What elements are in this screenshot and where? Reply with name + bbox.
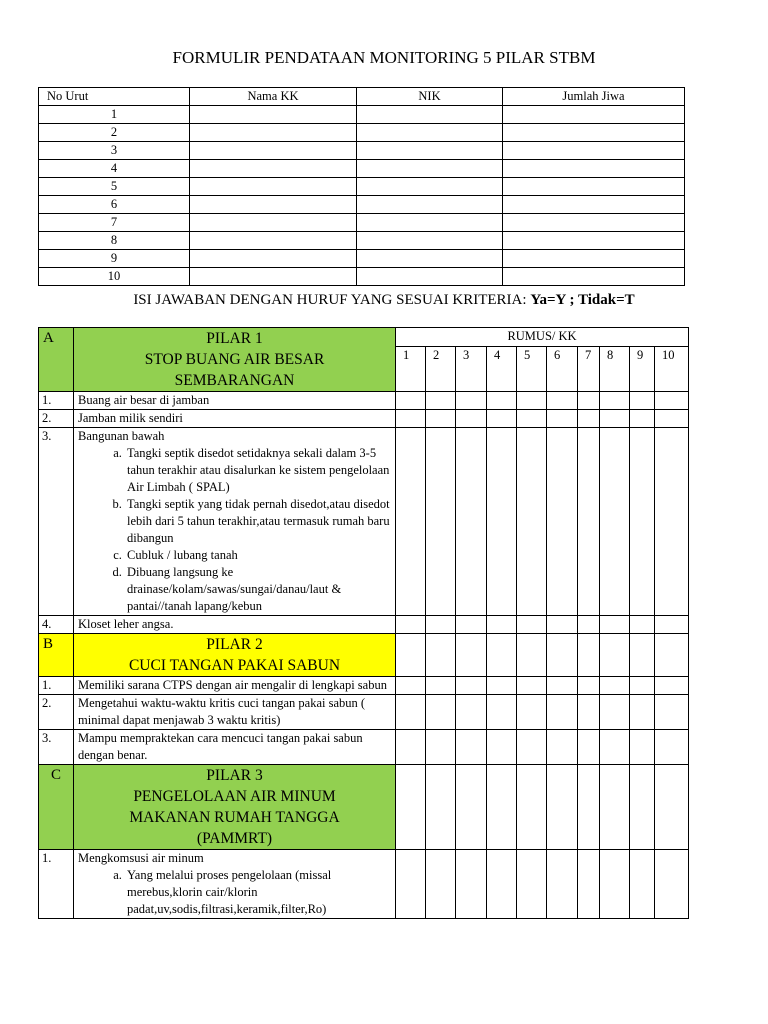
jumlah-jiwa-cell[interactable]: [503, 196, 685, 214]
answer-cell[interactable]: [396, 428, 426, 616]
answer-cell[interactable]: [396, 616, 426, 634]
answer-cell[interactable]: [517, 634, 547, 677]
sub-list: [78, 445, 391, 615]
pilar3-letter: C: [39, 765, 74, 850]
answer-cell[interactable]: [487, 695, 517, 730]
household-row: [39, 232, 685, 250]
kk-column-1: 1: [396, 347, 426, 392]
answer-cell[interactable]: [396, 392, 426, 410]
answer-cell[interactable]: [396, 695, 426, 730]
item-text: Buang air besar di jamban: [74, 392, 396, 410]
pilar3-item-1: [39, 850, 689, 919]
answer-cell[interactable]: [578, 428, 600, 616]
nik-cell[interactable]: [357, 142, 503, 160]
household-row: [39, 160, 685, 178]
item-number: 3.: [39, 428, 74, 616]
answer-cell[interactable]: [578, 410, 600, 428]
answer-cell[interactable]: [487, 392, 517, 410]
answer-cell[interactable]: [578, 730, 600, 765]
answer-cell[interactable]: [547, 616, 578, 634]
pilar-table: [38, 327, 689, 919]
nik-cell[interactable]: [357, 214, 503, 232]
nama-kk-cell[interactable]: [190, 232, 357, 250]
item-text: Mengkomsusi air minum a. Yang melalui proses pengelolaan (missal merebus,klorin cair/klorin padat,uv,sodis,filtrasi,keramik,filter,Ro): [74, 850, 396, 919]
jumlah-jiwa-cell[interactable]: [503, 268, 685, 286]
answer-cell[interactable]: [630, 392, 655, 410]
criteria-code: Ya=Y ; Tidak=T: [530, 292, 635, 308]
answer-cell[interactable]: [487, 428, 517, 616]
answer-cell[interactable]: [487, 616, 517, 634]
answer-cell[interactable]: [630, 695, 655, 730]
answer-cell[interactable]: [655, 428, 689, 616]
rumus-kk-header: RUMUS/ KK: [396, 328, 689, 347]
answer-cell[interactable]: [600, 410, 630, 428]
answer-cell[interactable]: [600, 765, 630, 850]
answer-cell[interactable]: [600, 695, 630, 730]
answer-cell[interactable]: [655, 410, 689, 428]
answer-cell[interactable]: [547, 850, 578, 919]
kk-column-4: 4: [487, 347, 517, 392]
answer-cell[interactable]: [655, 677, 689, 695]
row-number: 10: [39, 268, 190, 286]
pilar3-header-row: [39, 765, 689, 850]
nik-cell[interactable]: [357, 106, 503, 124]
criteria-instruction: [0, 292, 768, 309]
answer-cell[interactable]: [456, 428, 487, 616]
answer-cell[interactable]: [426, 850, 456, 919]
answer-cell[interactable]: [487, 677, 517, 695]
header-jumlah-jiwa: Jumlah Jiwa: [503, 88, 685, 106]
item-number: 3.: [39, 730, 74, 765]
nama-kk-cell[interactable]: [190, 268, 357, 286]
sub-item-c: c. Cubluk / lubang tanah: [125, 547, 391, 564]
household-row: [39, 106, 685, 124]
household-row: [39, 214, 685, 232]
item-text: Kloset leher angsa.: [74, 616, 396, 634]
pilar1-item-3: [39, 428, 689, 616]
row-number: 1: [39, 106, 190, 124]
kk-column-5: 5: [517, 347, 547, 392]
answer-cell[interactable]: [456, 695, 487, 730]
answer-cell[interactable]: [655, 616, 689, 634]
answer-cell[interactable]: [517, 730, 547, 765]
kk-column-7: 7: [578, 347, 600, 392]
nama-kk-cell[interactable]: [190, 214, 357, 232]
answer-cell[interactable]: [600, 677, 630, 695]
header-nik: NIK: [357, 88, 503, 106]
answer-cell[interactable]: [655, 730, 689, 765]
pilar1-item-2: [39, 410, 689, 428]
answer-cell[interactable]: [426, 428, 456, 616]
answer-cell[interactable]: [456, 850, 487, 919]
jumlah-jiwa-cell[interactable]: [503, 232, 685, 250]
answer-cell[interactable]: [630, 677, 655, 695]
answer-cell[interactable]: [547, 765, 578, 850]
pilar2-item-3: [39, 730, 689, 765]
answer-cell[interactable]: [578, 765, 600, 850]
answer-cell[interactable]: [630, 410, 655, 428]
answer-cell[interactable]: [547, 392, 578, 410]
sub-item-a: a. Tangki septik disedot setidaknya sekali dalam 3-5 tahun terakhir atau disalurkan ke sistem pengelolaan Air Limbah ( SPAL): [125, 445, 391, 496]
header-no-urut: No Urut: [39, 88, 190, 106]
household-row: [39, 268, 685, 286]
jumlah-jiwa-cell[interactable]: [503, 214, 685, 232]
nama-kk-cell[interactable]: [190, 106, 357, 124]
answer-cell[interactable]: [655, 850, 689, 919]
sub-list: [78, 867, 391, 918]
nama-kk-cell[interactable]: [190, 250, 357, 268]
household-header-row: [39, 88, 685, 106]
answer-cell[interactable]: [517, 410, 547, 428]
item-text: Memiliki sarana CTPS dengan air mengalir di lengkapi sabun: [74, 677, 396, 695]
answer-cell[interactable]: [547, 410, 578, 428]
jumlah-jiwa-cell[interactable]: [503, 124, 685, 142]
item-number: 2.: [39, 695, 74, 730]
answer-cell[interactable]: [600, 428, 630, 616]
kk-column-8: 8: [600, 347, 630, 392]
jumlah-jiwa-cell[interactable]: [503, 160, 685, 178]
answer-cell[interactable]: [426, 695, 456, 730]
row-number: 4: [39, 160, 190, 178]
household-row: [39, 178, 685, 196]
answer-cell[interactable]: [517, 616, 547, 634]
nik-cell[interactable]: [357, 268, 503, 286]
form-title: FORMULIR PENDATAAN MONITORING 5 PILAR STBM: [172, 48, 596, 67]
jumlah-jiwa-cell[interactable]: [503, 142, 685, 160]
row-number: 9: [39, 250, 190, 268]
answer-cell[interactable]: [517, 765, 547, 850]
answer-cell[interactable]: [456, 634, 487, 677]
answer-cell[interactable]: [630, 730, 655, 765]
item-number: 1.: [39, 392, 74, 410]
answer-cell[interactable]: [630, 428, 655, 616]
answer-cell[interactable]: [655, 695, 689, 730]
nama-kk-cell[interactable]: [190, 124, 357, 142]
sub-item-b: b. Tangki septik yang tidak pernah disedot,atau disedot lebih dari 5 tahun terakhir,atau termasuk rumah baru dibangun: [125, 496, 391, 547]
answer-cell[interactable]: [600, 730, 630, 765]
pilar1-letter: A: [39, 328, 74, 392]
answer-cell[interactable]: [487, 634, 517, 677]
kk-column-6: 6: [547, 347, 578, 392]
pilar2-item-2: [39, 695, 689, 730]
item-text: Bangunan bawah a. Tangki septik disedot setidaknya sekali dalam 3-5 tahun terakhir atau disalurkan ke sistem pengelolaan Air Limbah ( SPAL) b. Tangki septik yang tidak pernah disedot,atau disedot lebih dari 5 tahun terakhir,atau termasuk rumah baru dibangun c. Cubluk / lubang tanah d. Dibuang langsung ke drainase/kolam/sawas/sungai/danau/laut & pantai//tanah lapang/kebun: [74, 428, 396, 616]
household-row: [39, 142, 685, 160]
answer-cell[interactable]: [547, 634, 578, 677]
answer-cell[interactable]: [517, 695, 547, 730]
answer-cell[interactable]: [456, 765, 487, 850]
pilar1-item-1: [39, 392, 689, 410]
answer-cell[interactable]: [396, 850, 426, 919]
answer-cell[interactable]: [487, 765, 517, 850]
answer-cell[interactable]: [600, 616, 630, 634]
answer-cell[interactable]: [547, 730, 578, 765]
answer-cell[interactable]: [578, 634, 600, 677]
row-number: 6: [39, 196, 190, 214]
answer-cell[interactable]: [578, 850, 600, 919]
answer-cell[interactable]: [487, 730, 517, 765]
row-number: 3: [39, 142, 190, 160]
pilar1-item-4: [39, 616, 689, 634]
row-number: 5: [39, 178, 190, 196]
jumlah-jiwa-cell[interactable]: [503, 106, 685, 124]
answer-cell[interactable]: [547, 428, 578, 616]
kk-column-9: 9: [630, 347, 655, 392]
answer-cell[interactable]: [630, 850, 655, 919]
nama-kk-cell[interactable]: [190, 178, 357, 196]
answer-cell[interactable]: [456, 410, 487, 428]
answer-cell[interactable]: [630, 616, 655, 634]
answer-cell[interactable]: [426, 765, 456, 850]
kk-column-2: 2: [426, 347, 456, 392]
answer-cell[interactable]: [578, 392, 600, 410]
item-number: 4.: [39, 616, 74, 634]
answer-cell[interactable]: [396, 410, 426, 428]
answer-cell[interactable]: [547, 677, 578, 695]
answer-cell[interactable]: [578, 677, 600, 695]
item-text: Jamban milik sendiri: [74, 410, 396, 428]
item-number: 1.: [39, 850, 74, 919]
nik-cell[interactable]: [357, 178, 503, 196]
item-number: 2.: [39, 410, 74, 428]
answer-cell[interactable]: [655, 392, 689, 410]
household-row: [39, 250, 685, 268]
nik-cell[interactable]: [357, 196, 503, 214]
answer-cell[interactable]: [630, 634, 655, 677]
answer-cell[interactable]: [456, 616, 487, 634]
kk-column-10: 10: [655, 347, 689, 392]
answer-cell[interactable]: [456, 392, 487, 410]
answer-cell[interactable]: [456, 730, 487, 765]
answer-cell[interactable]: [655, 765, 689, 850]
nama-kk-cell[interactable]: [190, 160, 357, 178]
pilar2-letter: B: [39, 634, 74, 677]
answer-cell[interactable]: [630, 765, 655, 850]
nama-kk-cell[interactable]: [190, 196, 357, 214]
household-row: [39, 124, 685, 142]
sub-item-d: d. Dibuang langsung ke drainase/kolam/sawas/sungai/danau/laut & pantai//tanah lapang/kebun: [125, 564, 391, 615]
item-text: Mengetahui waktu-waktu kritis cuci tangan pakai sabun ( minimal dapat menjawab 3 waktu kritis): [74, 695, 396, 730]
jumlah-jiwa-cell[interactable]: [503, 250, 685, 268]
answer-cell[interactable]: [396, 730, 426, 765]
criteria-text: ISI JAWABAN DENGAN HURUF YANG SESUAI KRITERIA:: [133, 292, 531, 308]
answer-cell[interactable]: [426, 634, 456, 677]
kk-column-3: 3: [456, 347, 487, 392]
household-table: [38, 87, 685, 286]
pilar1-header-row: [39, 328, 689, 347]
answer-cell[interactable]: [426, 392, 456, 410]
header-nama-kk: Nama KK: [190, 88, 357, 106]
row-number: 7: [39, 214, 190, 232]
answer-cell[interactable]: [517, 850, 547, 919]
sub-item-a: a. Yang melalui proses pengelolaan (missal merebus,klorin cair/klorin padat,uv,sodis,filtrasi,keramik,filter,Ro): [125, 867, 391, 918]
answer-cell[interactable]: [396, 765, 426, 850]
answer-cell[interactable]: [426, 730, 456, 765]
pilar2-title: PILAR 2 CUCI TANGAN PAKAI SABUN: [74, 634, 396, 677]
answer-cell[interactable]: [547, 695, 578, 730]
answer-cell[interactable]: [600, 850, 630, 919]
answer-cell[interactable]: [396, 677, 426, 695]
answer-cell[interactable]: [578, 616, 600, 634]
row-number: 8: [39, 232, 190, 250]
nik-cell[interactable]: [357, 124, 503, 142]
answer-cell[interactable]: [487, 410, 517, 428]
answer-cell[interactable]: [517, 392, 547, 410]
nik-cell[interactable]: [357, 160, 503, 178]
answer-cell[interactable]: [426, 677, 456, 695]
answer-cell[interactable]: [578, 695, 600, 730]
answer-cell[interactable]: [600, 392, 630, 410]
jumlah-jiwa-cell[interactable]: [503, 178, 685, 196]
row-number: 2: [39, 124, 190, 142]
answer-cell[interactable]: [426, 616, 456, 634]
nik-cell[interactable]: [357, 232, 503, 250]
pilar2-item-1: [39, 677, 689, 695]
pilar3-title: PILAR 3 PENGELOLAAN AIR MINUM MAKANAN RUMAH TANGGA (PAMMRT): [74, 765, 396, 850]
answer-cell[interactable]: [655, 634, 689, 677]
answer-cell[interactable]: [426, 410, 456, 428]
nik-cell[interactable]: [357, 250, 503, 268]
pilar2-header-row: [39, 634, 689, 677]
answer-cell[interactable]: [456, 677, 487, 695]
answer-cell[interactable]: [600, 634, 630, 677]
answer-cell[interactable]: [396, 634, 426, 677]
item-text: Mampu mempraktekan cara mencuci tangan pakai sabun dengan benar.: [74, 730, 396, 765]
answer-cell[interactable]: [487, 850, 517, 919]
pilar1-title: PILAR 1 STOP BUANG AIR BESAR SEMBARANGAN: [74, 328, 396, 392]
household-row: [39, 196, 685, 214]
item-number: 1.: [39, 677, 74, 695]
answer-cell[interactable]: [517, 428, 547, 616]
answer-cell[interactable]: [517, 677, 547, 695]
nama-kk-cell[interactable]: [190, 142, 357, 160]
